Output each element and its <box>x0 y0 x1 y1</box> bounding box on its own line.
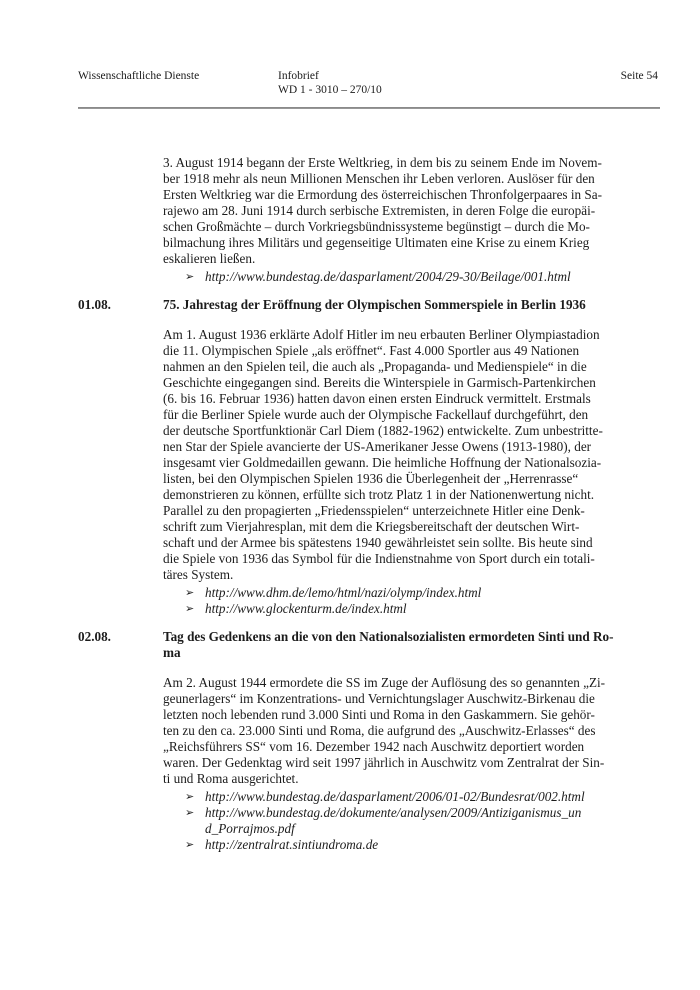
paragraph-line: Ersten Weltkrieg war die Ermordung des österreichischen Thronfolgerpaares in Sa- <box>163 187 602 202</box>
paragraph-line: Geschichte eingegangen sind. Bereits die Winterspiele in Garmisch-Partenkirchen <box>163 375 596 390</box>
link-item <box>163 805 663 837</box>
paragraph-line: demonstrieren zu können, erfüllte sich trotz Platz 1 in der Nationenwertung nicht. <box>163 487 595 502</box>
link-item <box>163 789 663 805</box>
link-url[interactable] <box>205 601 407 617</box>
paragraph-line: insgesamt vier Goldmedaillen gewann. Die heimliche Hoffnung der Nationalsozia- <box>163 455 602 470</box>
link-url-line[interactable]: http://www.dhm.de/lemo/html/nazi/olymp/index.html <box>205 585 482 600</box>
link-url-line[interactable]: http://www.bundestag.de/dasparlament/2004/29-30/Beilage/001.html <box>205 269 571 284</box>
link-url[interactable] <box>205 585 481 601</box>
link-url-line[interactable]: http://www.bundestag.de/dasparlament/2006/01-02/Bundesrat/002.html <box>205 789 585 804</box>
link-list <box>163 269 663 285</box>
paragraph-line: Parallel zu den propagierten „Friedensspielen“ unterzeichnete Hitler eine Denk- <box>163 503 585 518</box>
paragraph-line: listen, bei den Olympischen Spielen 1936 die Überlegenheit der „Herrenrasse“ <box>163 471 579 486</box>
arrow-bullet-icon: ➢ <box>185 807 195 819</box>
section-date-label: 01.08. <box>78 297 111 312</box>
section-date-label: 02.08. <box>78 629 111 644</box>
paragraph-line: Am 2. August 1944 ermordete die SS im Zuge der Auflösung des so genannten „Zi- <box>163 675 606 690</box>
link-url-line[interactable]: d_Porrajmos.pdf <box>205 821 295 836</box>
section-paragraph <box>163 675 663 787</box>
section-heading-line: 75. Jahrestag der Eröffnung der Olympischen Sommerspiele in Berlin 1936 <box>163 297 586 312</box>
header-page-number: Seite 54 <box>620 70 658 82</box>
paragraph-line: rajewo am 28. Juni 1914 durch serbische Extremisten, in deren Folge die europäi- <box>163 203 596 218</box>
paragraph-line: nen Star der Spiele avancierte der US-Amerikaner Jesse Owens (1913-1980), der <box>163 439 592 454</box>
section-heading-line: ma <box>163 645 181 660</box>
calendar-section <box>163 155 663 285</box>
paragraph-line: „Reichsführers SS“ vom 16. Dezember 1942 nach Auschwitz deportiert worden <box>163 739 585 754</box>
paragraph-line: für die Berliner Spiele wurde auch der Olympische Fackellauf durchgeführt, den <box>163 407 589 422</box>
link-item <box>163 837 663 853</box>
link-item <box>163 585 663 601</box>
link-url-line[interactable]: http://www.glockenturm.de/index.html <box>205 601 407 616</box>
header-doc-type: Infobrief <box>278 70 319 82</box>
link-url[interactable] <box>205 837 378 853</box>
section-paragraph <box>163 327 663 583</box>
arrow-bullet-icon: ➢ <box>185 587 195 599</box>
paragraph-line: (6. bis 16. Februar 1936) hatten davon einen ersten Eindruck vermittelt. Erstmals <box>163 391 591 406</box>
paragraph-line: schen Großmächte – durch Vorkriegsbündnissysteme begünstigt – durch die Mo- <box>163 219 590 234</box>
link-url-line[interactable]: http://www.bundestag.de/dokumente/analysen/2009/Antiziganismus_un <box>205 805 582 820</box>
paragraph-line: schaft und der Armee bis spätestens 1940 gewährleistet sein sollte. Bis heute sind <box>163 535 593 550</box>
paragraph-line: ti und Roma ausgerichtet. <box>163 771 299 786</box>
paragraph-line: Am 1. August 1936 erklärte Adolf Hitler im neu erbauten Berliner Olympiastadion <box>163 327 600 342</box>
paragraph-line: nahmen an den Spielen teil, die auch als „Propaganda- und Medienspiele“ in die <box>163 359 587 374</box>
section-heading <box>78 629 663 661</box>
paragraph-line: letzten noch lebenden rund 3.000 Sinti und Roma in den Gaskammern. Sie gehör- <box>163 707 595 722</box>
paragraph-line: waren. Der Gedenktag wird seit 1997 jährlich in Auschwitz vom Zentralrat der Sin- <box>163 755 605 770</box>
link-item <box>163 601 663 617</box>
arrow-bullet-icon: ➢ <box>185 839 195 851</box>
paragraph-line: geunerlagers“ im Konzentrations- und Vernichtungslager Auschwitz-Birkenau die <box>163 691 595 706</box>
section-heading <box>78 297 663 313</box>
paragraph-line: ten zu den ca. 23.000 Sinti und Roma, die aufgrund des „Auschwitz-Erlasses“ des <box>163 723 596 738</box>
link-url[interactable] <box>205 805 581 837</box>
paragraph-line: eskalieren ließen. <box>163 251 256 266</box>
paragraph-line: 3. August 1914 begann der Erste Weltkrieg, in dem bis zu seinem Ende im Novem- <box>163 155 602 170</box>
paragraph-line: die 11. Olympischen Spiele „als eröffnet“. Fast 4.000 Sportler aus 49 Nationen <box>163 343 580 358</box>
arrow-bullet-icon: ➢ <box>185 271 195 283</box>
section-heading-line: Tag des Gedenkens an die von den Nationalsozialisten ermordeten Sinti und Ro- <box>163 629 614 644</box>
header-doc-info <box>278 69 382 97</box>
paragraph-line: schrift zum Vierjahresplan, mit dem die Kriegsbereitschaft der deutschen Wirt- <box>163 519 580 534</box>
paragraph-line: täres System. <box>163 567 234 582</box>
link-url[interactable] <box>205 269 571 285</box>
calendar-section <box>78 629 663 853</box>
section-paragraph <box>163 155 663 267</box>
paragraph-line: der deutsche Sportfunktionär Carl Diem (1882-1962) entwickelte. Zum unbestritte- <box>163 423 603 438</box>
link-url-line[interactable]: http://zentralrat.sintiundroma.de <box>205 837 379 852</box>
paragraph-line: bilmachung ihres Militärs und gegenseitige Ultimaten eine Krise zu einem Krieg <box>163 235 590 250</box>
arrow-bullet-icon: ➢ <box>185 603 195 615</box>
header-doc-number: WD 1 - 3010 – 270/10 <box>278 84 382 96</box>
link-list <box>163 585 663 617</box>
paragraph-line: ber 1918 mehr als neun Millionen Menschen ihr Leben verloren. Auslöser für den <box>163 171 595 186</box>
link-item <box>163 269 663 285</box>
header-org-name: Wissenschaftliche Dienste <box>78 70 200 82</box>
link-url[interactable] <box>205 789 585 805</box>
calendar-section <box>78 297 663 617</box>
header-divider <box>78 107 660 109</box>
document-body <box>78 155 663 853</box>
link-list <box>163 789 663 853</box>
paragraph-line: die Spiele von 1936 das Symbol für die Indienstnahme von Sport durch ein totali- <box>163 551 595 566</box>
arrow-bullet-icon: ➢ <box>185 791 195 803</box>
